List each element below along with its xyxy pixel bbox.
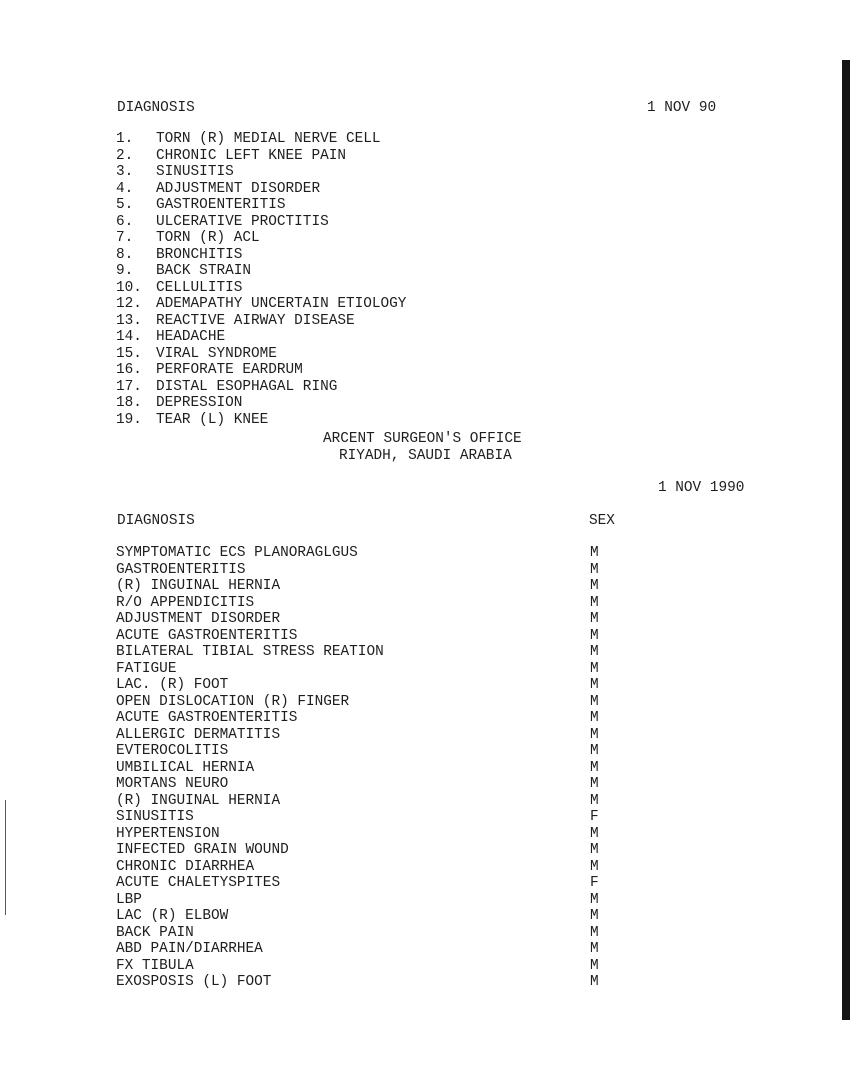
row-diagnosis: BACK PAIN [116, 924, 194, 941]
row-diagnosis: CHRONIC DIARRHEA [116, 858, 255, 875]
item-text: DISTAL ESOPHAGAL RING [156, 378, 338, 395]
item-number: 19. [116, 411, 142, 428]
table-row [116, 677, 636, 694]
item-text: BACK STRAIN [156, 263, 251, 279]
row-diagnosis: ADJUSTMENT DISORDER [116, 611, 281, 627]
row-sex: M [590, 660, 599, 677]
list-item [116, 296, 406, 313]
row-sex: M [590, 545, 599, 561]
item-text: CHRONIC LEFT KNEE PAIN [156, 147, 346, 164]
row-sex: M [590, 726, 599, 743]
row-sex: F [590, 809, 599, 825]
list-item [116, 148, 406, 165]
numbered-diagnosis-list [116, 131, 406, 428]
item-number: 4. [116, 180, 134, 197]
table-row [116, 661, 636, 678]
list-item [116, 395, 406, 412]
item-number: 2. [116, 147, 134, 164]
table-row [116, 958, 636, 975]
row-sex: M [590, 974, 599, 990]
table-row [116, 826, 636, 843]
item-number: 13. [116, 312, 142, 329]
table-row [116, 892, 636, 909]
table-row [116, 842, 636, 859]
item-number: 15. [116, 345, 142, 362]
row-diagnosis: SINUSITIS [116, 809, 194, 825]
row-diagnosis: FATIGUE [116, 660, 177, 677]
list-item [116, 412, 406, 429]
scan-artifact-line [5, 800, 6, 915]
row-diagnosis: INFECTED GRAIN WOUND [116, 842, 289, 858]
item-number: 1. [116, 131, 134, 147]
table-date: 1 NOV 1990 [658, 480, 745, 496]
row-sex: M [590, 759, 599, 776]
diagnosis-heading: DIAGNOSIS [117, 100, 195, 116]
row-diagnosis: ACUTE GASTROENTERITIS [116, 710, 298, 726]
row-diagnosis: SYMPTOMATIC ECS PLANORAGLGUS [116, 545, 358, 561]
table-row [116, 562, 636, 579]
row-diagnosis: (R) INGUINAL HERNIA [116, 578, 281, 594]
row-diagnosis: ALLERGIC DERMATITIS [116, 726, 281, 743]
list-item [116, 379, 406, 396]
row-sex: M [590, 792, 599, 809]
item-number: 8. [116, 246, 134, 263]
item-text: SINUSITIS [156, 164, 234, 180]
item-text: TORN (R) ACL [156, 230, 260, 246]
row-diagnosis: ACUTE CHALETYSPITES [116, 875, 281, 891]
table-row [116, 941, 636, 958]
table-row [116, 809, 636, 826]
table-row [116, 595, 636, 612]
table-row [116, 760, 636, 777]
table-row [116, 859, 636, 876]
item-text: TEAR (L) KNEE [156, 411, 269, 428]
item-number: 12. [116, 296, 142, 312]
row-sex: M [590, 611, 599, 627]
row-diagnosis: (R) INGUINAL HERNIA [116, 792, 281, 809]
row-diagnosis: LAC. (R) FOOT [116, 677, 229, 693]
row-diagnosis: R/O APPENDICITIS [116, 594, 255, 611]
row-sex: M [590, 561, 599, 578]
table-row [116, 875, 636, 892]
row-sex: M [590, 957, 599, 974]
row-diagnosis: LAC (R) ELBOW [116, 908, 229, 924]
list-item [116, 263, 406, 280]
row-diagnosis: EVTEROCOLITIS [116, 743, 229, 759]
list-item [116, 181, 406, 198]
item-text: REACTIVE AIRWAY DISEASE [156, 312, 355, 329]
table-row [116, 578, 636, 595]
list-item [116, 329, 406, 346]
row-sex: M [590, 776, 599, 792]
row-sex: M [590, 908, 599, 924]
item-number: 6. [116, 213, 134, 230]
row-sex: M [590, 743, 599, 759]
row-sex: M [590, 891, 599, 908]
item-number: 5. [116, 197, 134, 213]
item-text: PERFORATE EARDRUM [156, 362, 303, 378]
item-text: CELLULITIS [156, 279, 243, 296]
table-row [116, 644, 636, 661]
document-date: 1 NOV 90 [647, 100, 717, 116]
item-text: DEPRESSION [156, 395, 243, 411]
office-name: ARCENT SURGEON'S OFFICE [323, 431, 522, 447]
row-diagnosis: ABD PAIN/DIARRHEA [116, 941, 263, 957]
row-sex: M [590, 693, 599, 710]
row-diagnosis: BILATERAL TIBIAL STRESS REATION [116, 644, 384, 660]
item-number: 16. [116, 362, 142, 378]
item-text: ULCERATIVE PROCTITIS [156, 213, 329, 230]
row-diagnosis: GASTROENTERITIS [116, 561, 246, 578]
list-item [116, 346, 406, 363]
row-sex: M [590, 627, 599, 644]
row-diagnosis: OPEN DISLOCATION (R) FINGER [116, 693, 350, 710]
item-number: 10. [116, 279, 142, 296]
item-text: HEADACHE [156, 329, 226, 345]
item-text: BRONCHITIS [156, 246, 243, 263]
row-sex: M [590, 677, 599, 693]
item-number: 3. [116, 164, 134, 180]
item-text: GASTROENTERITIS [156, 197, 286, 213]
list-item [116, 131, 406, 148]
table-row [116, 908, 636, 925]
row-sex: M [590, 941, 599, 957]
sex-column-header: SEX [589, 513, 615, 529]
item-text: VIRAL SYNDROME [156, 345, 277, 362]
table-row [116, 628, 636, 645]
list-item [116, 313, 406, 330]
item-text: ADJUSTMENT DISORDER [156, 180, 321, 197]
table-row [116, 710, 636, 727]
list-item [116, 280, 406, 297]
table-row [116, 727, 636, 744]
list-item [116, 197, 406, 214]
row-sex: M [590, 710, 599, 726]
row-diagnosis: MORTANS NEURO [116, 776, 229, 792]
table-row [116, 776, 636, 793]
row-diagnosis: FX TIBULA [116, 957, 194, 974]
row-diagnosis: UMBILICAL HERNIA [116, 759, 255, 776]
diagnosis-table [116, 545, 636, 991]
row-sex: M [590, 644, 599, 660]
table-row [116, 793, 636, 810]
row-sex: M [590, 842, 599, 858]
item-number: 14. [116, 329, 142, 345]
list-item [116, 164, 406, 181]
diagnosis-column-header: DIAGNOSIS [117, 513, 195, 529]
item-text: ADEMAPATHY UNCERTAIN ETIOLOGY [156, 296, 407, 312]
list-item [116, 247, 406, 264]
row-sex: M [590, 594, 599, 611]
table-row [116, 611, 636, 628]
item-number: 7. [116, 230, 134, 246]
row-sex: M [590, 858, 599, 875]
item-text: TORN (R) MEDIAL NERVE CELL [156, 131, 381, 147]
row-diagnosis: LBP [116, 891, 142, 908]
table-row [116, 925, 636, 942]
item-number: 18. [116, 395, 142, 411]
list-item [116, 362, 406, 379]
list-item [116, 230, 406, 247]
row-diagnosis: HYPERTENSION [116, 825, 220, 842]
row-diagnosis: ACUTE GASTROENTERITIS [116, 627, 298, 644]
table-row [116, 974, 636, 991]
table-row [116, 743, 636, 760]
row-sex: F [590, 875, 599, 891]
row-sex: M [590, 825, 599, 842]
scan-edge-shadow [842, 60, 850, 1020]
item-number: 9. [116, 263, 134, 279]
office-location: RIYADH, SAUDI ARABIA [339, 448, 512, 464]
table-row [116, 694, 636, 711]
row-sex: M [590, 578, 599, 594]
row-diagnosis: EXOSPOSIS (L) FOOT [116, 974, 272, 990]
item-number: 17. [116, 378, 142, 395]
list-item [116, 214, 406, 231]
row-sex: M [590, 924, 599, 941]
table-row [116, 545, 636, 562]
